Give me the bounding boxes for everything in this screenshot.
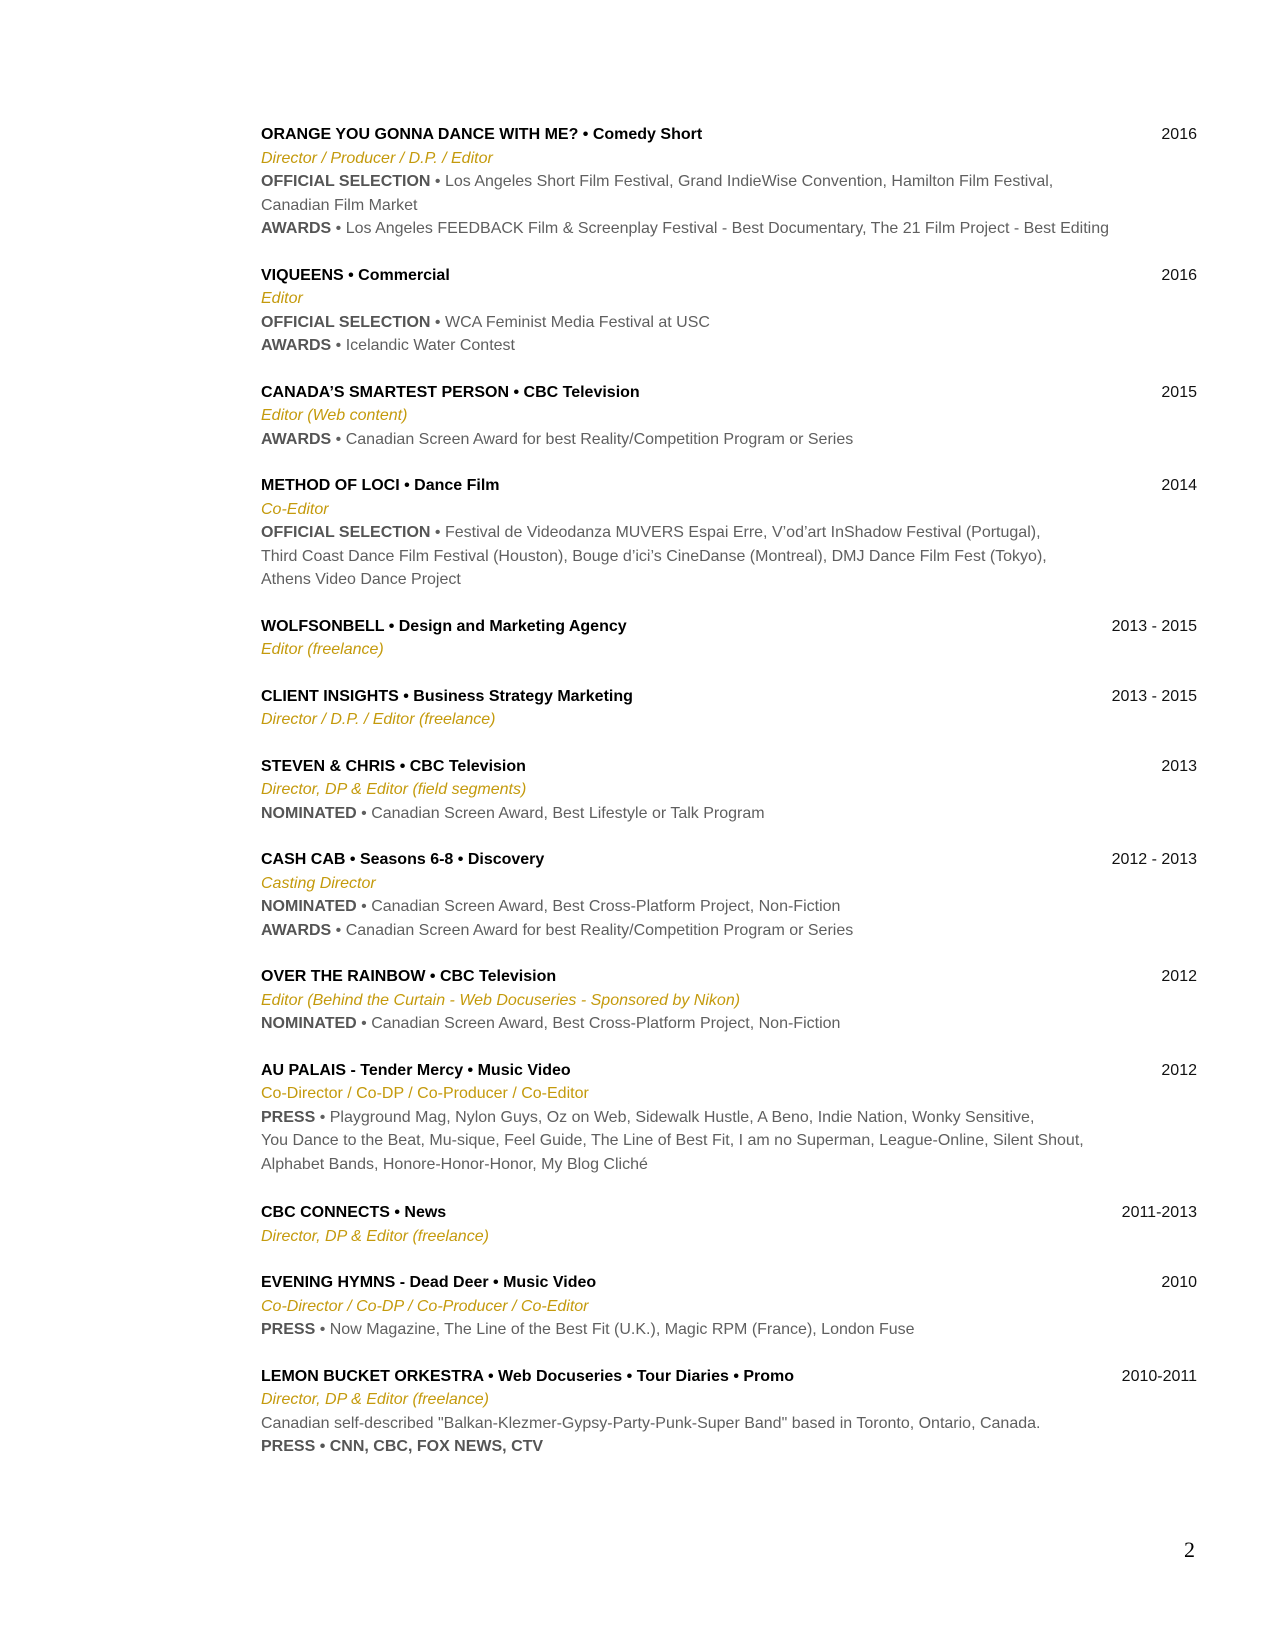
detail-label: NOMINATED [261, 1015, 357, 1032]
credit-title: CLIENT INSIGHTS • Business Strategy Marketing [261, 687, 633, 705]
credit-entry [261, 1365, 1197, 1459]
credit-year: 2013 - 2015 [1111, 687, 1197, 705]
detail-text: • Canadian Screen Award for best Reality/Competition Program or Series [331, 430, 854, 448]
credit-year: 2010-2011 [1121, 1367, 1197, 1385]
detail-label: PRESS [261, 1321, 316, 1338]
credit-entry [261, 685, 1197, 732]
credit-entry [261, 264, 1197, 358]
credit-entry [261, 848, 1197, 942]
credit-title: CASH CAB • Seasons 6-8 • Discovery [261, 851, 545, 868]
credit-entry [261, 1059, 1197, 1177]
credit-year: 2013 [1161, 757, 1197, 775]
credit-entry [261, 123, 1197, 241]
detail-text: Athens Video Dance Project [261, 571, 461, 588]
credit-year: 2013 - 2015 [1111, 617, 1197, 635]
credit-detail [261, 311, 1197, 335]
detail-text: • Canadian Screen Award for best Reality/Competition Program or Series [331, 921, 854, 939]
credit-header [261, 123, 1197, 147]
credit-detail [261, 1129, 1197, 1153]
detail-label: PRESS [261, 1108, 316, 1126]
credit-detail [261, 1106, 1197, 1130]
credit-detail [261, 802, 1197, 826]
detail-text: • Canadian Screen Award, Best Cross-Platform Project, Non-Fiction [356, 898, 841, 915]
credit-entry [261, 381, 1197, 452]
detail-text: • Icelandic Water Contest [331, 337, 515, 354]
credit-title: LEMON BUCKET ORKESTRA • Web Docuseries • Tour Diaries • Promo [261, 1367, 795, 1385]
detail-text: Canadian Film Market [261, 196, 418, 214]
credit-detail [261, 1412, 1197, 1436]
credit-header [261, 755, 1197, 779]
credit-detail [261, 428, 1197, 452]
credit-detail [261, 568, 1197, 592]
credit-header [261, 264, 1197, 288]
credit-title: EVENING HYMNS - Dead Deer • Music Video [261, 1274, 597, 1291]
detail-text: Third Coast Dance Film Festival (Houston), Bouge d’ici’s CineDanse (Montreal), DMJ Dance Film Fest (Tokyo), [261, 547, 1047, 565]
credit-detail [261, 170, 1197, 194]
credit-detail [261, 895, 1197, 919]
credit-year: 2014 [1161, 477, 1197, 494]
credit-role: Co-Editor [261, 500, 329, 518]
page-number: 2 [1184, 1537, 1195, 1562]
credit-detail [261, 919, 1197, 943]
credit-year: 2010 [1161, 1274, 1197, 1291]
credit-title: VIQUEENS • Commercial [261, 266, 450, 284]
credit-header [261, 615, 1197, 639]
credit-role: Editor [261, 290, 303, 307]
credit-role: Director, DP & Editor (freelance) [261, 1391, 489, 1408]
credit-entry [261, 474, 1197, 592]
credit-header [261, 965, 1197, 989]
credit-title: OVER THE RAINBOW • CBC Television [261, 968, 557, 985]
credit-title: STEVEN & CHRIS • CBC Television [261, 757, 526, 775]
credit-title: METHOD OF LOCI • Dance Film [261, 477, 500, 494]
detail-label: NOMINATED [261, 804, 357, 822]
credit-year: 2011-2013 [1121, 1204, 1197, 1221]
detail-label: OFFICIAL SELECTION [261, 524, 431, 541]
detail-label: NOMINATED [261, 898, 357, 915]
detail-label: OFFICIAL SELECTION [261, 173, 431, 190]
credit-header [261, 1201, 1197, 1225]
credit-entry [261, 1201, 1197, 1248]
credit-role: Editor (Web content) [261, 407, 408, 424]
detail-label: AWARDS [261, 337, 332, 354]
credit-title: WOLFSONBELL • Design and Marketing Agency [261, 617, 627, 635]
detail-label: AWARDS [261, 921, 332, 939]
credit-detail [261, 1435, 1197, 1459]
detail-text: • Festival de Videodanza MUVERS Espai Erre, V’od’art InShadow Festival (Portugal), [430, 524, 1041, 541]
detail-text: • Los Angeles Short Film Festival, Grand IndieWise Convention, Hamilton Film Festival, [430, 173, 1054, 190]
credit-role: Director, DP & Editor (freelance) [261, 1227, 489, 1245]
credit-role: Editor (Behind the Curtain - Web Docuseries - Sponsored by Nikon) [261, 991, 741, 1009]
credit-role: Casting Director [261, 874, 376, 892]
credit-header [261, 474, 1197, 498]
detail-text: • Now Magazine, The Line of the Best Fit (U.K.), Magic RPM (France), London Fuse [315, 1321, 915, 1338]
detail-text: • WCA Feminist Media Festival at USC [430, 313, 710, 331]
credit-role: Director / Producer / D.P. / Editor [261, 149, 493, 167]
credit-year: 2012 [1161, 968, 1197, 985]
credit-header [261, 685, 1197, 709]
credit-year: 2012 - 2013 [1111, 851, 1197, 868]
credit-entry [261, 1271, 1197, 1342]
credit-header [261, 1271, 1197, 1295]
detail-text: • Canadian Screen Award, Best Cross-Platform Project, Non-Fiction [356, 1015, 841, 1032]
credit-header [261, 1059, 1197, 1083]
detail-text: • Los Angeles FEEDBACK Film & Screenplay Festival - Best Documentary, The 21 Film Project - Best Editing [331, 220, 1109, 237]
credit-detail [261, 334, 1197, 358]
detail-label: OFFICIAL SELECTION [261, 313, 431, 331]
detail-label: PRESS • CNN, CBC, FOX NEWS, CTV [261, 1438, 544, 1455]
credit-year: 2012 [1161, 1061, 1197, 1079]
credit-detail [261, 521, 1197, 545]
credit-header [261, 848, 1197, 872]
detail-text: Alphabet Bands, Honore-Honor-Honor, My Blog Cliché [261, 1155, 648, 1173]
credit-entry [261, 755, 1197, 826]
credit-detail [261, 545, 1197, 569]
credit-role: Co-Director / Co-DP / Co-Producer / Co-Editor [261, 1085, 589, 1102]
credit-role: Director / D.P. / Editor (freelance) [261, 711, 496, 728]
credit-year: 2015 [1161, 383, 1197, 401]
credit-year: 2016 [1161, 266, 1197, 284]
credit-title: AU PALAIS - Tender Mercy • Music Video [261, 1061, 571, 1079]
credit-header [261, 381, 1197, 405]
detail-label: AWARDS [261, 430, 332, 448]
credit-detail [261, 217, 1197, 241]
credit-header [261, 1365, 1197, 1389]
credit-detail [261, 194, 1197, 218]
credit-detail [261, 1318, 1197, 1342]
credit-role: Co-Director / Co-DP / Co-Producer / Co-Editor [261, 1297, 589, 1315]
detail-text: • Playground Mag, Nylon Guys, Oz on Web, Sidewalk Hustle, A Beno, Indie Nation, Wonky Sensitive, [315, 1108, 1035, 1126]
credit-detail [261, 1153, 1197, 1177]
credit-title: CBC CONNECTS • News [261, 1204, 447, 1221]
credit-detail [261, 1012, 1197, 1036]
detail-text: Canadian self-described "Balkan-Klezmer-Gypsy-Party-Punk-Super Band" based in Toronto, Ontario, Canada. [261, 1414, 1041, 1432]
detail-label: AWARDS [261, 220, 332, 237]
credit-year: 2016 [1161, 126, 1197, 143]
credit-entry [261, 615, 1197, 662]
detail-text: • Canadian Screen Award, Best Lifestyle or Talk Program [356, 804, 765, 822]
credit-entry [261, 965, 1197, 1036]
credit-title: CANADA’S SMARTEST PERSON • CBC Television [261, 383, 640, 401]
credit-role: Director, DP & Editor (field segments) [261, 781, 527, 798]
detail-text: You Dance to the Beat, Mu-sique, Feel Guide, The Line of Best Fit, I am no Superman, League-Online, Silent Shout, [261, 1132, 1084, 1149]
credit-title: ORANGE YOU GONNA DANCE WITH ME? • Comedy Short [261, 126, 703, 143]
credits-list [261, 123, 1197, 1482]
credit-role: Editor (freelance) [261, 641, 384, 658]
